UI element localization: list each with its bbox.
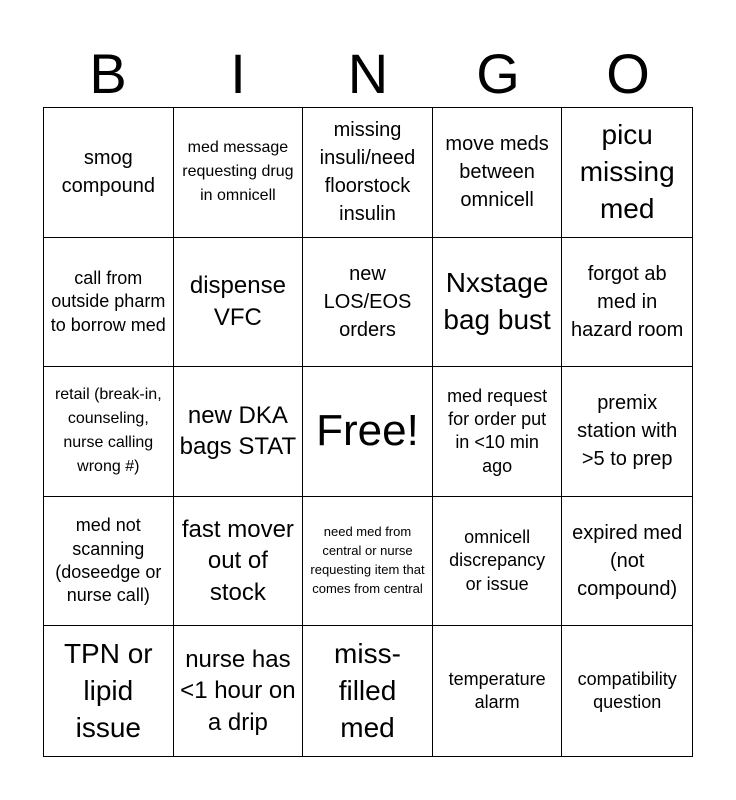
bingo-cell[interactable]: dispense VFC (174, 238, 304, 368)
bingo-cell[interactable]: nurse has <1 hour on a drip (174, 626, 304, 756)
bingo-cell[interactable]: temperature alarm (433, 626, 563, 756)
bingo-cell[interactable]: miss-filled med (303, 626, 433, 756)
header-letter-i: I (230, 42, 246, 105)
bingo-cell[interactable]: TPN or lipid issue (44, 626, 174, 756)
bingo-cell[interactable]: premix station with >5 to prep (562, 367, 692, 497)
bingo-cell[interactable]: med message requesting drug in omnicell (174, 108, 304, 238)
bingo-cell[interactable]: need med from central or nurse requesting item that comes from central (303, 497, 433, 627)
bingo-cell[interactable]: expired med (not compound) (562, 497, 692, 627)
header-letter-o: O (606, 42, 650, 105)
bingo-cell[interactable]: omnicell discrepancy or issue (433, 497, 563, 627)
bingo-cell[interactable]: med not scanning (doseedge or nurse call) (44, 497, 174, 627)
bingo-cell[interactable]: forgot ab med in hazard room (562, 238, 692, 368)
header-letter-b: B (89, 42, 127, 105)
bingo-cell[interactable]: new LOS/EOS orders (303, 238, 433, 368)
free-space[interactable]: Free! (303, 367, 433, 497)
bingo-card-grid (43, 107, 693, 757)
bingo-cell[interactable]: med request for order put in <10 min ago (433, 367, 563, 497)
bingo-cell[interactable]: Nxstage bag bust (433, 238, 563, 368)
bingo-cell[interactable]: missing insuli/need floorstock insulin (303, 108, 433, 238)
header-letter-n: N (347, 42, 389, 105)
bingo-cell[interactable]: move meds between omnicell (433, 108, 563, 238)
bingo-cell[interactable]: picu missing med (562, 108, 692, 238)
bingo-cell[interactable]: new DKA bags STAT (174, 367, 304, 497)
bingo-header (43, 40, 693, 108)
bingo-cell[interactable]: call from outside pharm to borrow med (44, 238, 174, 368)
bingo-cell[interactable]: compatibility question (577, 668, 677, 713)
bingo-cell[interactable]: smog compound (44, 108, 174, 238)
bingo-cell[interactable]: retail (break-in, counseling, nurse calling wrong #) (44, 367, 174, 497)
header-letter-g: G (476, 42, 520, 105)
bingo-cell[interactable]: fast mover out of stock (174, 497, 304, 627)
